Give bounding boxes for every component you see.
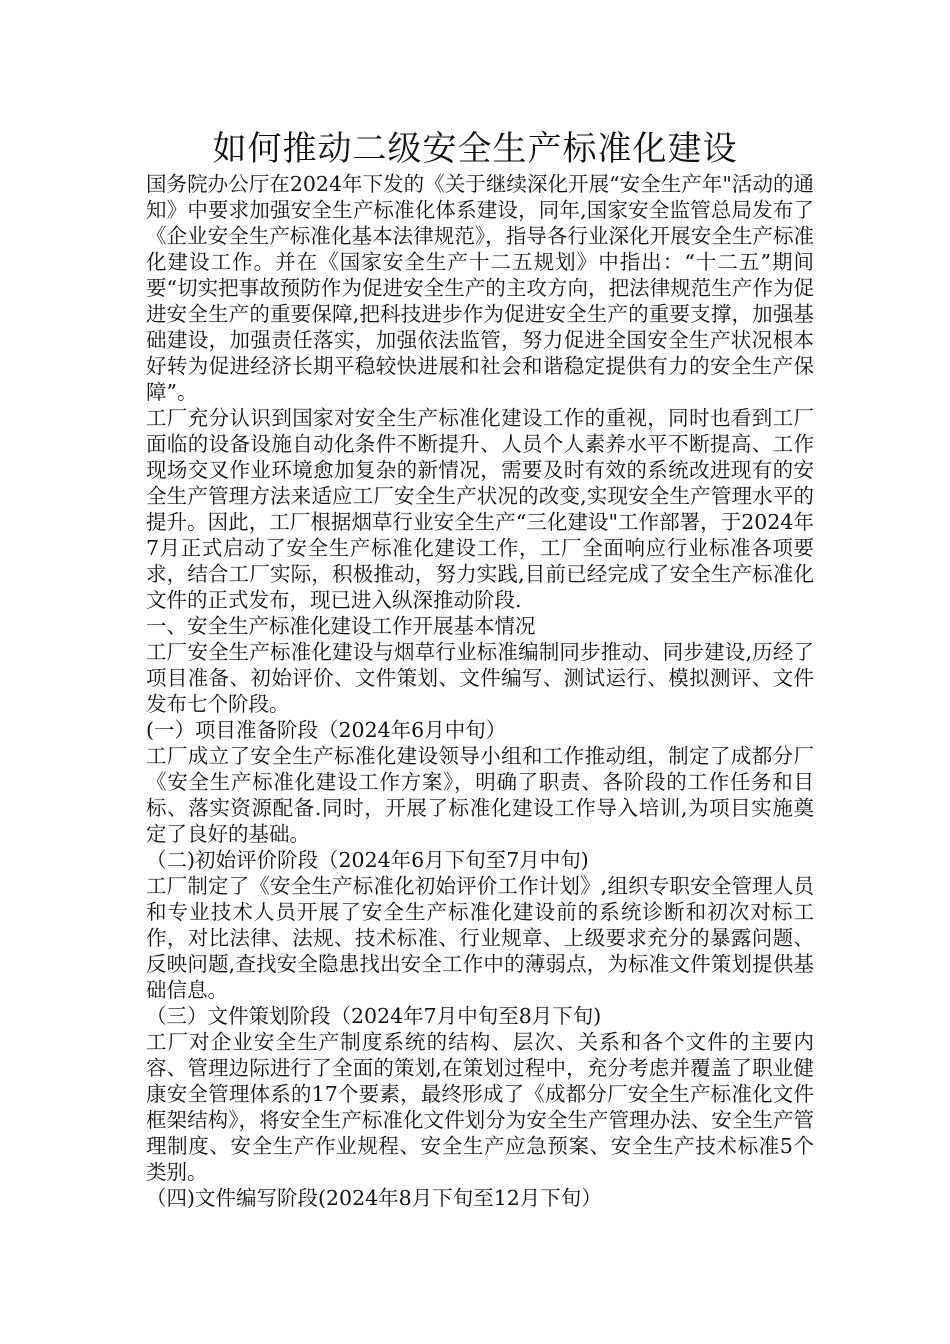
paragraph-planning: 工厂对企业安全生产制度系统的结构、层次、关系和各个文件的主要内容、管理边际进行了全面的策划,在策划过程中，充分考虑并覆盖了职业健康安全管理体系的17个要素，最终形成了《成都分厂安全生产标准化文件框架结构》，将安全生产标准化文件划分为安全生产管理办法、安全生产管理制度、安全生产作业规程、安全生产应急预案、安全生产技术标准5个类别。 [146,1030,814,1184]
subsection-heading-initial-evaluation: （二)初始评价阶段（2024年6月下旬至7月中旬) [146,848,589,872]
paragraph-factory-awareness: 工厂充分认识到国家对安全生产标准化建设工作的重视，同时也看到工厂面临的设备设施自动化条件不断提升、人员个人素养水平不断提高、工作现场交叉作业环境愈加复杂的新情况，需要及时有效的系统改进现有的安全生产管理方法来适应工厂安全生产状况的改变,实现安全生产管理水平的提升。因此，工厂根据烟草行业安全生产“三化建设"工作部署，于2024年7月正式启动了安全生产标准化建设工作，工厂全面响应行业标准各项要求，结合工厂实际，积极推动，努力实践,目前已经完成了安全生产标准化文件的正式发布，现已进入纵深推动阶段. [146,406,814,612]
document-title: 如何推动二级安全生产标准化建设 [212,129,738,169]
subsection-heading-planning: （三）文件策划阶段（2024年7月中旬至8月下旬) [146,1004,602,1028]
section-heading-1: 一、安全生产标准化建设工作开展基本情况 [146,614,536,638]
subsection-heading-writing: （四)文件编写阶段(2024年8月下旬至12月下旬） [146,1186,602,1210]
paragraph-preparation: 工厂成立了安全生产标准化建设领导小组和工作推动组，制定了成都分厂《安全生产标准化建设工作方案》，明确了职责、各阶段的工作任务和目标、落实资源配备.同时，开展了标准化建设工作导入培训,为项目实施奠定了良好的基础。 [146,744,814,846]
paragraph-overview: 工厂安全生产标准化建设与烟草行业标准编制同步推动、同步建设,历经了项目准备、初始评价、文件策划、文件编写、测试运行、模拟测评、文件发布七个阶段。 [146,640,814,716]
paragraph-initial-evaluation: 工厂制定了《安全生产标准化初始评价工作计划》,组织专职安全管理人员和专业技术人员开展了安全生产标准化建设前的系统诊断和初次对标工作，对比法律、法规、技术标准、行业规章、上级要求充分的暴露问题、反映问题,查找安全隐患找出安全工作中的薄弱点，为标准文件策划提供基础信息。 [146,874,814,1002]
subsection-heading-preparation: (一）项目准备阶段（2024年6月中旬） [146,718,507,742]
document-body [146,171,814,1211]
paragraph-intro: 国务院办公厅在2024年下发的《关于继续深化开展“安全生产年"活动的通知》中要求加强安全生产标准化体系建设，同年,国家安全监管总局发布了《企业安全生产标准化基本法律规范》，指导各行业深化开展安全生产标准化建设工作。并在《国家安全生产十二五规划》中指出：“十二五”期间要“切实把事故预防作为促进安全生产的主攻方向，把法律规范生产作为促进安全生产的重要保障,把科技进步作为促进安全生产的重要支撑，加强基础建设，加强责任落实，加强依法监管，努力促进全国安全生产状况根本好转为促进经济长期平稳较快进展和社会和谐稳定提供有力的安全生产保障”。 [146,172,814,404]
